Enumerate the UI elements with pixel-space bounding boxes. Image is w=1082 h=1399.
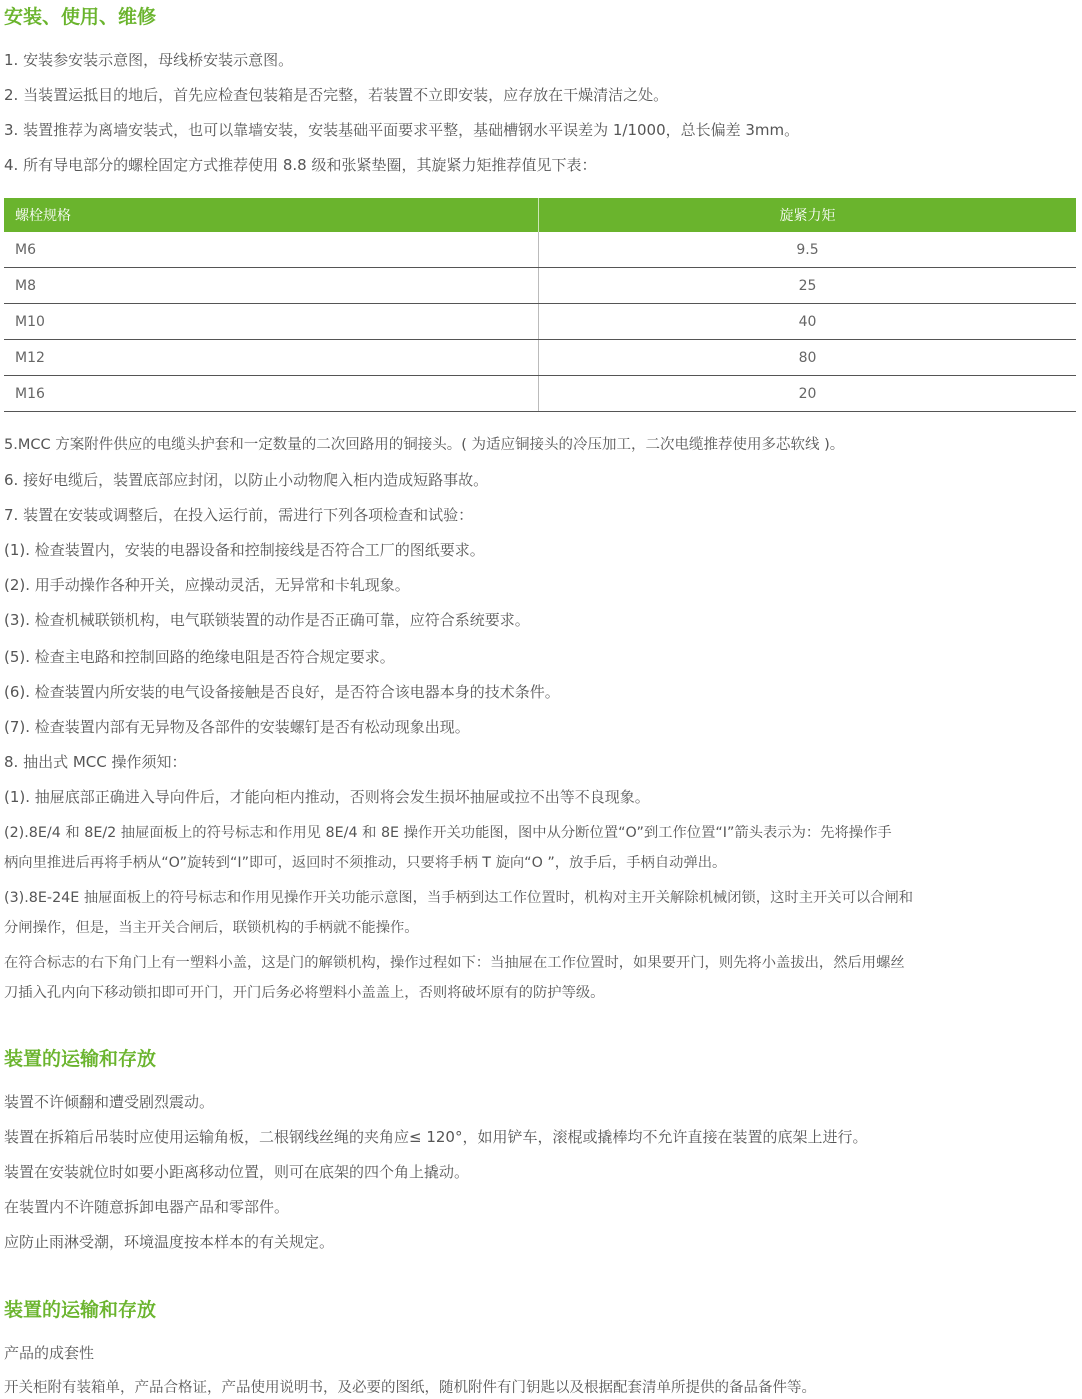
- install-item: 7. 装置在安装或调整后，在投入运行前，需进行下列各项检查和试验：: [4, 506, 474, 524]
- install-item: 5.MCC 方案附件供应的电缆头护套和一定数量的二次回路用的铜接头。( 为适应铜接头的冷压加工，二次电缆推荐使用多芯软线 )。: [4, 437, 845, 453]
- table-row: [4, 376, 1076, 412]
- install-item: (6). 检查装置内所安装的电气设备接触是否良好，是否符合该电器本身的技术条件。: [4, 683, 560, 701]
- section-title-transport: 装置的运输和存放: [4, 1048, 157, 1070]
- paragraph-line: (3).8E-24E 抽屉面板上的符号标志和作用见操作开关功能示意图，当手柄到达工作位置时，机构对主开关解除机械闭锁，这时主开关可以合闸和: [4, 890, 914, 906]
- table-cell: 9.5: [539, 232, 1077, 268]
- paragraph-line: 分闸操作，但是，当主开关合闸后，联锁机构的手柄就不能操作。: [4, 920, 419, 936]
- paragraph-line: 刀插入孔内向下移动锁扣即可开门，开门后务必将塑料小盖盖上，否则将破坏原有的防护等级。: [4, 985, 605, 1001]
- install-list: [4, 49, 799, 189]
- section-title-completeness: 装置的运输和存放: [4, 1299, 157, 1321]
- completeness-item: 产品的成套性: [4, 1344, 95, 1362]
- table-row: [4, 232, 1076, 268]
- transport-list: [4, 1091, 867, 1266]
- table-cell: 40: [539, 304, 1077, 340]
- install-item: (5). 检查主电路和控制回路的绝缘电阻是否符合规定要求。: [4, 648, 395, 666]
- install-item: 3. 装置推荐为离墙安装式，也可以靠墙安装，安装基础平面要求平整，基础槽钢水平误差为 1/1000，总长偏差 3mm。: [4, 121, 800, 139]
- paragraph-line: 在符合标志的右下角门上有一塑料小盖，这是门的解锁机构，操作过程如下：当抽屉在工作位置时，如果要开门，则先将小盖拔出，然后用螺丝: [4, 955, 905, 971]
- transport-item: 应防止雨淋受潮，环境温度按本样本的有关规定。: [4, 1233, 335, 1251]
- transport-item: 装置在安装就位时如要小距离移动位置，则可在底架的四个角上撬动。: [4, 1163, 470, 1181]
- table-cell: M12: [4, 340, 539, 376]
- install-list-continued: [4, 434, 844, 821]
- table-cell: M8: [4, 268, 539, 304]
- completeness-item: 开关柜附有装箱单，产品合格证，产品使用说明书，及必要的图纸，随机附件有门钥匙以及根据配套清单所提供的备品备件等。: [4, 1380, 816, 1396]
- install-item: (1). 抽屉底部正确进入导向件后，才能向柜内推动，否则将会发生损坏抽屉或拉不出等不良现象。: [4, 788, 650, 806]
- transport-item: 装置在拆箱后吊装时应使用运输角板，二根钢线丝绳的夹角应≤ 120°，如用铲车，滚棍或撬棒均不允许直接在装置的底架上进行。: [4, 1128, 868, 1146]
- table-row: [4, 340, 1076, 376]
- table-header-bolt: 螺栓规格: [4, 198, 539, 232]
- table-cell: 25: [539, 268, 1077, 304]
- install-item: 2. 当装置运抵目的地后，首先应检查包装箱是否完整，若装置不立即安装，应存放在干燥清洁之处。: [4, 86, 669, 104]
- completeness-list: [4, 1342, 816, 1399]
- torque-table: [4, 198, 1076, 412]
- transport-item: 装置不许倾翻和遭受剧烈震动。: [4, 1093, 215, 1111]
- paragraph-8e-24e: [4, 887, 913, 952]
- transport-item: 在装置内不许随意拆卸电器产品和零部件。: [4, 1198, 290, 1216]
- table-row: [4, 268, 1076, 304]
- table-cell: 80: [539, 340, 1077, 376]
- table-header-torque: 旋紧力矩: [539, 198, 1077, 232]
- install-item: 6. 接好电缆后，装置底部应封闭，以防止小动物爬入柜内造成短路事故。: [4, 471, 489, 489]
- paragraph-line: (2).8E/4 和 8E/2 抽屉面板上的符号标志和作用见 8E/4 和 8E 操作开关功能图，图中从分断位置“O”到工作位置“I”箭头表示为：先将操作手: [4, 825, 892, 841]
- section-title-install: 安装、使用、维修: [4, 6, 157, 28]
- table-cell: M6: [4, 232, 539, 268]
- install-item: (3). 检查机械联锁机构，电气联锁装置的动作是否正确可靠，应符合系统要求。: [4, 611, 530, 629]
- install-item: 8. 抽出式 MCC 操作须知：: [4, 753, 187, 771]
- install-item: 4. 所有导电部分的螺栓固定方式推荐使用 8.8 级和张紧垫圈，其旋紧力矩推荐值见下表：: [4, 156, 597, 174]
- paragraph-8e-switch: [4, 822, 892, 887]
- install-item: (1). 检查装置内，安装的电器设备和控制接线是否符合工厂的图纸要求。: [4, 541, 485, 559]
- table-cell: M16: [4, 376, 539, 412]
- install-item: (7). 检查装置内部有无异物及各部件的安装螺钉是否有松动现象出现。: [4, 718, 470, 736]
- table-cell: M10: [4, 304, 539, 340]
- paragraph-door-unlock: [4, 952, 905, 1017]
- table-row: [4, 304, 1076, 340]
- paragraph-line: 柄向里推进后再将手柄从“O”旋转到“I”即可，返回时不须推动，只要将手柄 T 旋向“O ”，放手后，手柄自动弹出。: [4, 855, 727, 871]
- install-item: 1. 安装参安装示意图，母线桥安装示意图。: [4, 51, 294, 69]
- install-item: (2). 用手动操作各种开关，应操动灵活，无异常和卡轧现象。: [4, 576, 410, 594]
- table-cell: 20: [539, 376, 1077, 412]
